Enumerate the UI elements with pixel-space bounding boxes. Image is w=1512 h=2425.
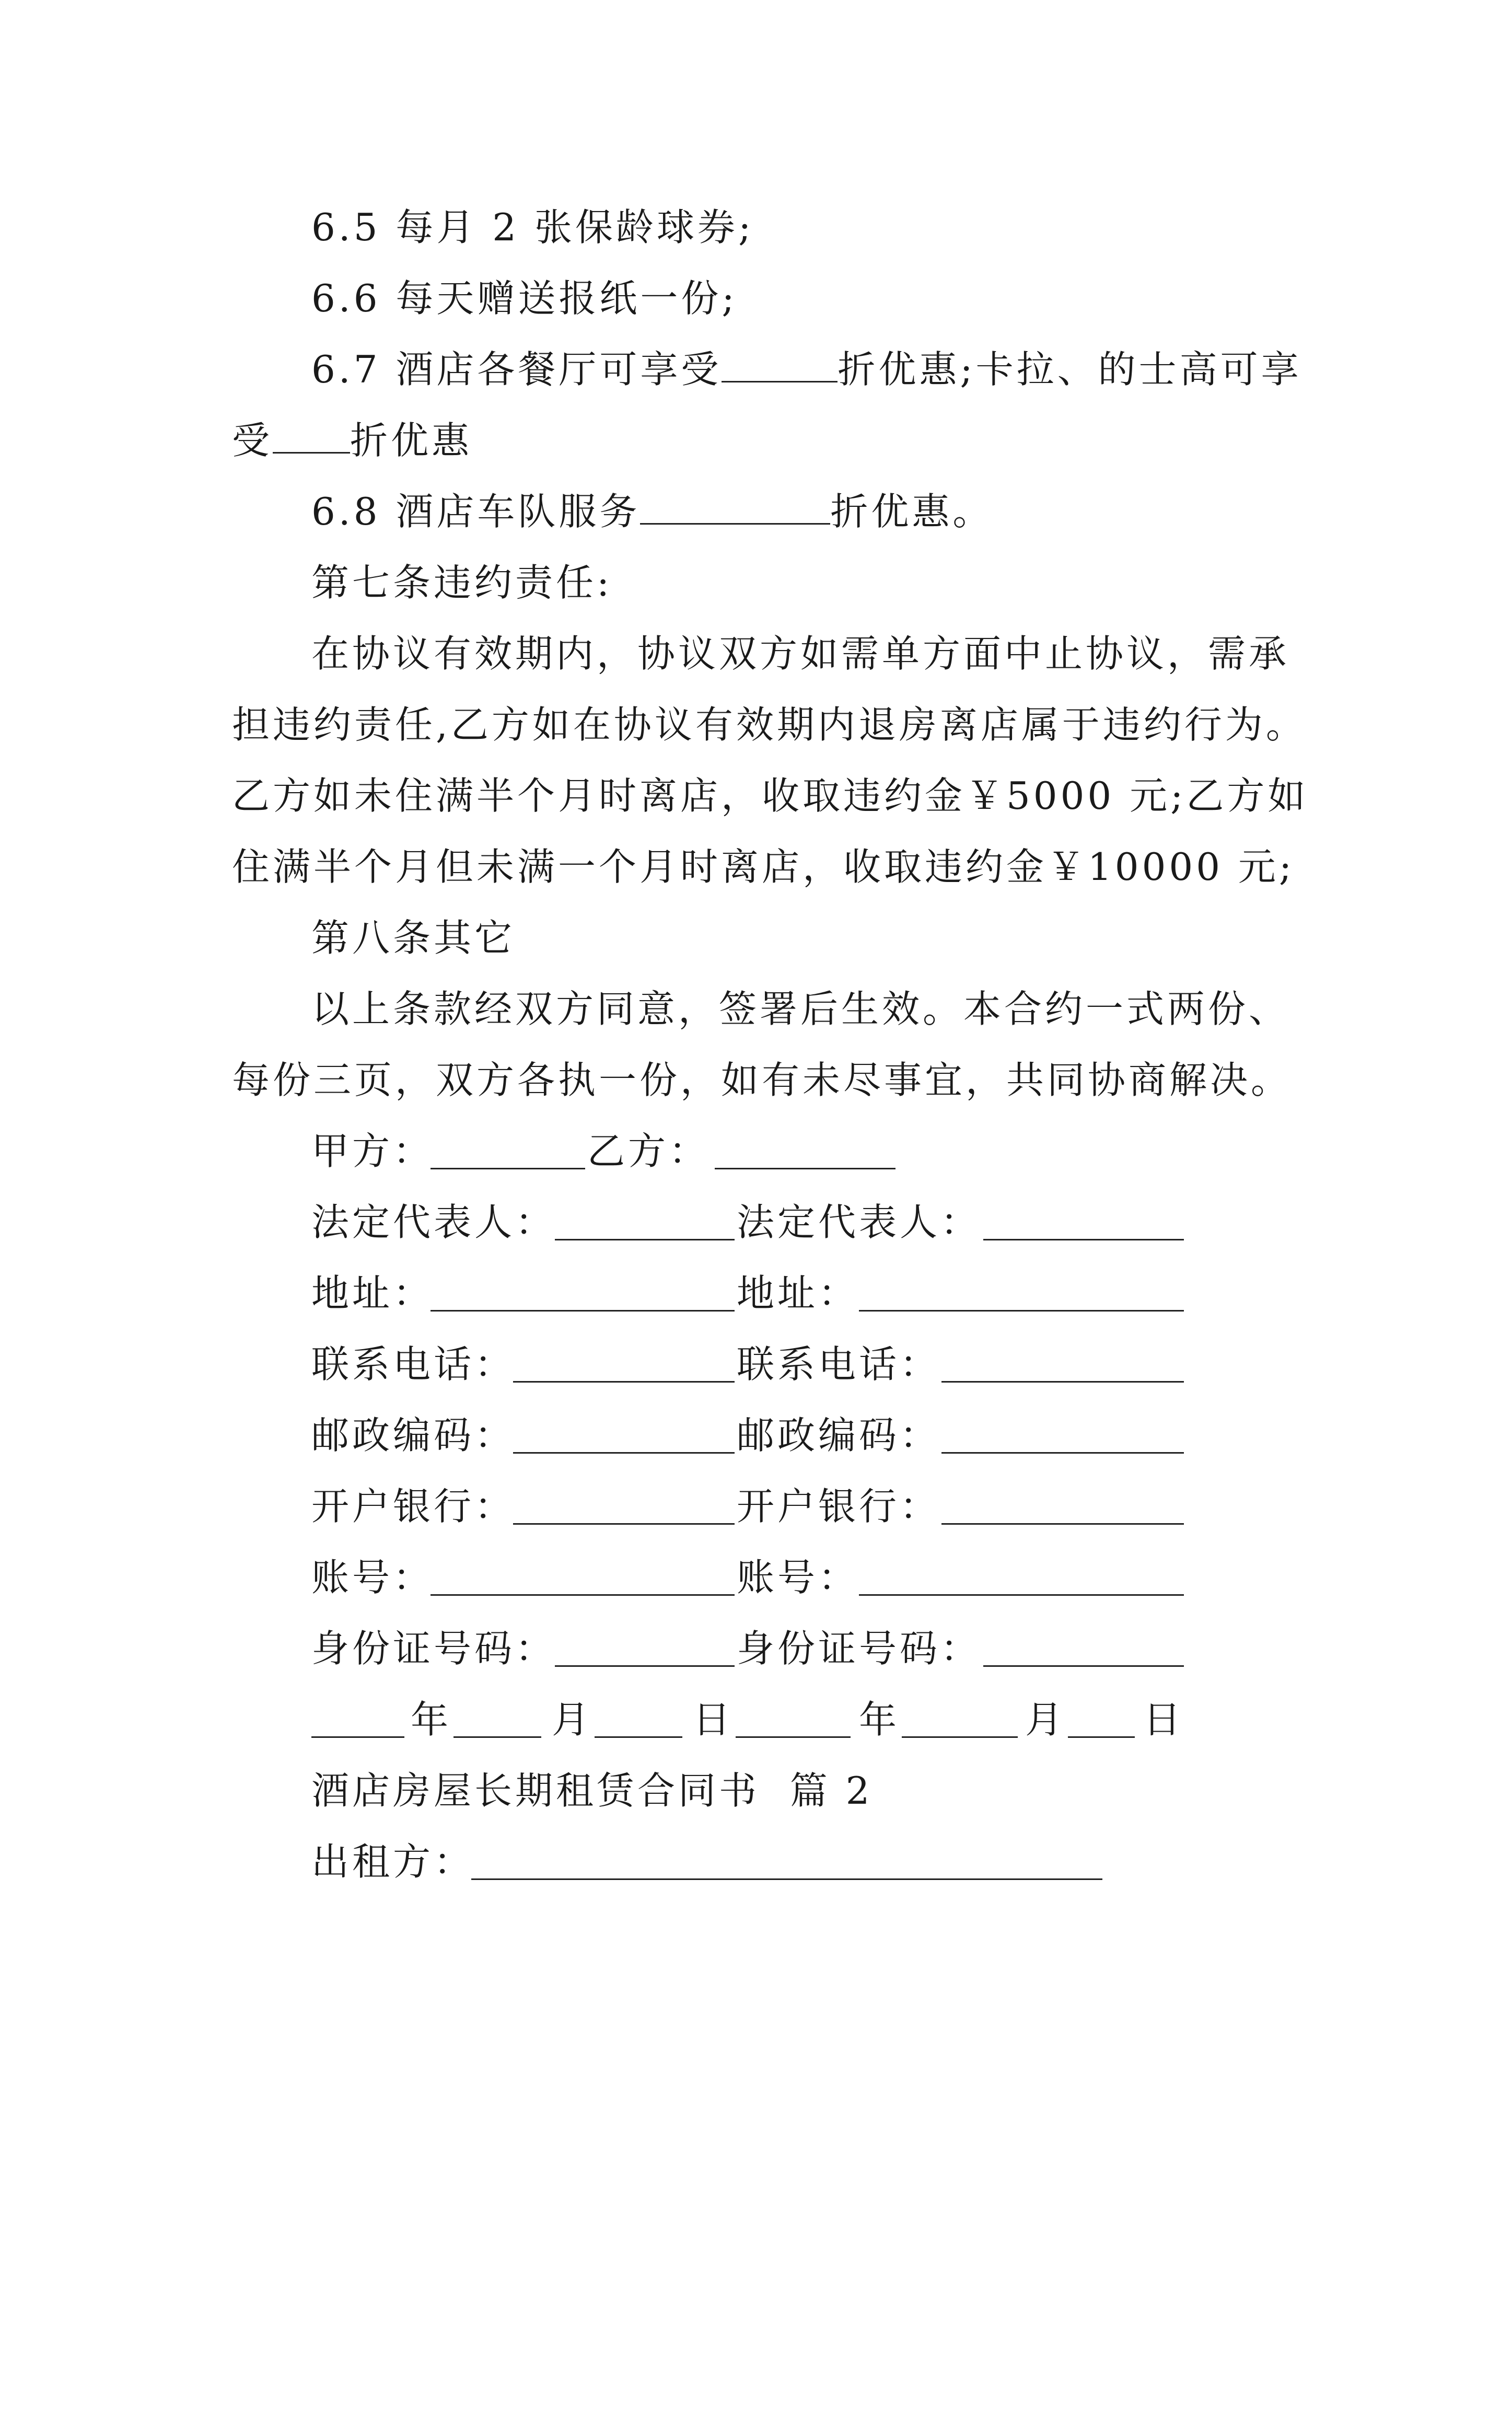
address-a-blank <box>431 1267 735 1312</box>
blank-field <box>273 415 350 454</box>
legal-rep-a-label: 法定代表人： <box>311 1200 556 1244</box>
lessor-blank <box>471 1836 1102 1880</box>
bank-a-label: 开户银行： <box>311 1484 516 1528</box>
account-b-label: 账号： <box>737 1556 859 1599</box>
id-b-blank <box>983 1622 1184 1667</box>
phone-a-label: 联系电话： <box>311 1342 516 1386</box>
year-b-label: 年 <box>859 1698 900 1742</box>
year-b-blank <box>736 1693 851 1738</box>
party-a-label: 甲方： <box>311 1129 434 1173</box>
postcode-a-blank <box>513 1409 735 1454</box>
id-a-label: 身份证号码： <box>311 1627 556 1670</box>
day-a-blank <box>595 1693 682 1738</box>
signature-row-bank <box>311 1480 1252 1533</box>
signature-row-address <box>311 1267 1252 1319</box>
day-b-label: 日 <box>1143 1698 1184 1742</box>
clause-6-8-text-a: 6.8 酒店车队服务 <box>311 490 641 533</box>
clause-6-7-text-b: 折优惠;卡拉、的士高可享 <box>838 347 1302 391</box>
account-a-blank <box>431 1551 735 1596</box>
clause-6-7-text-a: 6.7 酒店各餐厅可享受 <box>311 347 722 391</box>
article-7-heading: 第七条违约责任: <box>311 561 613 605</box>
clause-6-8-text-b: 折优惠。 <box>830 490 994 533</box>
day-a-label: 日 <box>693 1698 734 1742</box>
year-a-blank <box>311 1693 404 1738</box>
bank-b-label: 开户银行： <box>737 1484 941 1528</box>
address-b-blank <box>859 1267 1184 1312</box>
day-b-blank <box>1068 1693 1135 1738</box>
party-a-blank <box>431 1125 585 1169</box>
section-2-title: 酒店房屋长期租赁合同书 篇 2 <box>311 1769 873 1813</box>
postcode-a-label: 邮政编码： <box>311 1413 516 1457</box>
clause-6-8 <box>311 485 993 538</box>
phone-b-label: 联系电话： <box>737 1342 941 1386</box>
phone-b-blank <box>941 1338 1184 1383</box>
article-8-para-line-2: 每份三页，双方各执一份，如有未尽事宜，共同协商解决。 <box>232 1058 1292 1102</box>
month-a-blank <box>453 1693 541 1738</box>
article-7-para-line-3: 乙方如未住满半个月时离店，收取违约金￥5000 元;乙方如 <box>232 774 1309 818</box>
month-b-label: 月 <box>1025 1698 1066 1742</box>
blank-field <box>640 486 830 525</box>
account-a-label: 账号： <box>311 1556 434 1599</box>
address-b-label: 地址： <box>737 1271 859 1315</box>
phone-a-blank <box>513 1338 735 1383</box>
signature-row-postcode <box>311 1409 1252 1461</box>
legal-rep-b-label: 法定代表人： <box>737 1200 982 1244</box>
id-b-label: 身份证号码： <box>737 1627 982 1670</box>
signature-row-date <box>311 1693 1252 1746</box>
party-b-label: 乙方： <box>587 1129 710 1173</box>
article-7-para-line-2: 担违约责任,乙方如在协议有效期内退房离店属于违约行为。 <box>232 703 1307 747</box>
clause-6-7-text-c: 受 <box>232 419 273 462</box>
year-a-label: 年 <box>411 1698 452 1742</box>
article-7-para-line-4: 住满半个月但未满一个月时离店，收取违约金￥10000 元; <box>232 845 1295 889</box>
clause-6-5: 6.5 每月 2 张保龄球券; <box>311 205 754 249</box>
article-8-heading: 第八条其它 <box>311 916 516 960</box>
lessor-row <box>311 1836 1252 1888</box>
legal-rep-b-blank <box>983 1196 1184 1240</box>
clause-6-7 <box>311 343 1302 396</box>
signature-row-parties <box>311 1125 1252 1177</box>
month-b-blank <box>902 1693 1018 1738</box>
signature-row-phone <box>311 1338 1252 1390</box>
party-b-blank <box>715 1125 895 1169</box>
postcode-b-blank <box>941 1409 1184 1454</box>
account-b-blank <box>859 1551 1184 1596</box>
blank-field <box>722 344 838 382</box>
signature-row-legal-rep <box>311 1196 1252 1248</box>
month-a-label: 月 <box>552 1698 593 1742</box>
clause-6-7-cont <box>232 414 472 467</box>
address-a-label: 地址： <box>311 1271 434 1315</box>
signature-row-account <box>311 1551 1252 1604</box>
lessor-label: 出租方： <box>311 1840 475 1884</box>
legal-rep-a-blank <box>555 1196 735 1240</box>
article-7-para-line-1: 在协议有效期内，协议双方如需单方面中止协议，需承 <box>311 632 1290 676</box>
signature-row-id <box>311 1622 1252 1675</box>
id-a-blank <box>555 1622 735 1667</box>
clause-6-6: 6.6 每天赠送报纸一份; <box>311 276 738 320</box>
clause-6-7-text-d: 折优惠 <box>350 419 473 462</box>
article-8-para-line-1: 以上条款经双方同意，签署后生效。本合约一式两份、 <box>311 987 1290 1031</box>
bank-b-blank <box>941 1480 1184 1525</box>
bank-a-blank <box>513 1480 735 1525</box>
postcode-b-label: 邮政编码： <box>737 1413 941 1457</box>
